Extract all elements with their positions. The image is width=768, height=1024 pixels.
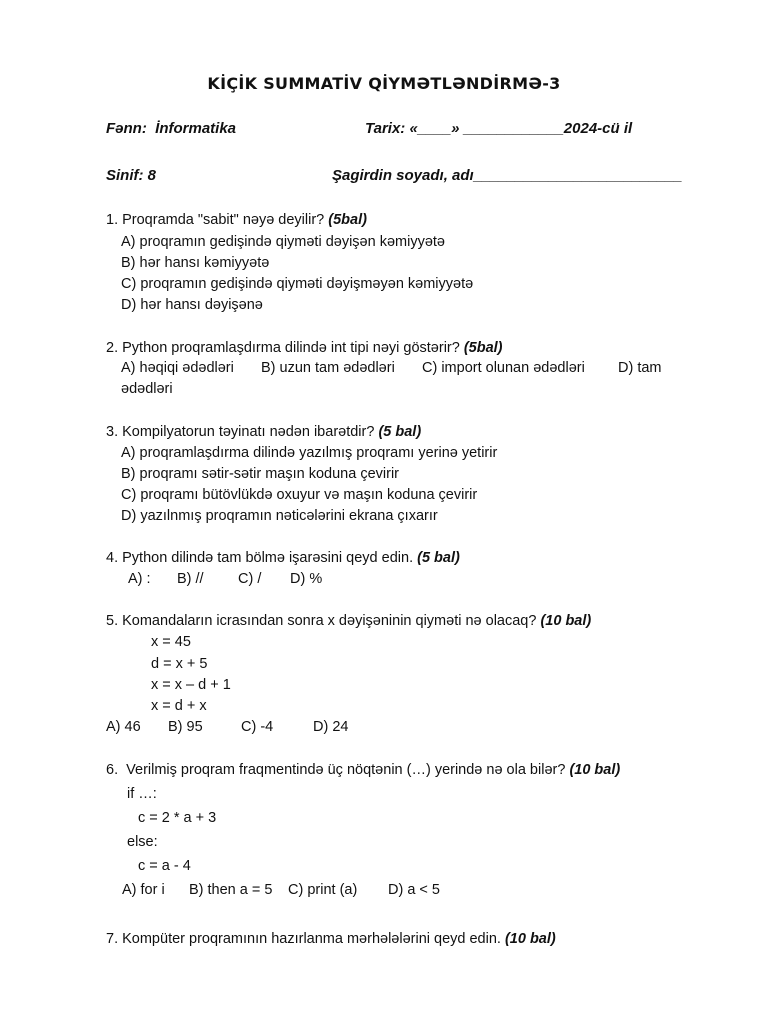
question-4 <box>106 549 460 567</box>
class-label: Sinif: 8 <box>106 167 157 184</box>
answer-option-continued: ədədləri <box>121 381 173 397</box>
code-line: x = d + x <box>151 698 207 714</box>
code-line: x = x – d + 1 <box>151 677 231 693</box>
question-points: (5bal) <box>328 212 367 228</box>
answer-option: D) tam <box>618 360 662 376</box>
question-points: (10 bal) <box>569 762 621 778</box>
answer-option: B) then a = 5 <box>189 882 273 898</box>
answer-option: A) həqiqi ədədləri <box>121 360 234 376</box>
question-1 <box>106 211 367 229</box>
question-text: 1. Proqramda "sabit" nəyə deyilir? <box>106 212 329 228</box>
answer-option: B) 95 <box>168 719 203 735</box>
answer-option: D) yazılnmış proqramın nəticələrini ekrana çıxarır <box>121 508 438 524</box>
answer-option: C) / <box>238 571 262 587</box>
page-title: KİÇİK SUMMATİV QİYMƏTLƏNDİRMƏ-3 <box>207 74 561 93</box>
answer-option: A) for i <box>122 882 165 898</box>
answer-option: D) 24 <box>313 719 349 735</box>
answer-option: D) a < 5 <box>388 882 440 898</box>
answer-option: C) -4 <box>241 719 274 735</box>
question-3 <box>106 423 421 441</box>
answer-option: A) : <box>128 571 151 587</box>
code-line: x = 45 <box>151 634 191 650</box>
question-points: (5 bal) <box>378 424 422 440</box>
code-line: d = x + 5 <box>151 656 208 672</box>
question-5 <box>106 612 591 630</box>
answer-option: B) // <box>177 571 204 587</box>
answer-option: B) proqramı sətir-sətir maşın koduna çevirir <box>121 466 399 482</box>
answer-option: A) proqramlaşdırma dilində yazılmış proqramı yerinə yetirir <box>121 445 498 461</box>
question-text: 3. Kompilyatorun təyinatı nədən ibarətdir? <box>106 424 379 440</box>
subject-label: Fənn: İnformatika <box>106 120 237 137</box>
student-name-field: Şagirdin soyadı, adı_________________________ <box>332 167 683 184</box>
code-line: c = a - 4 <box>138 858 191 874</box>
answer-option: D) % <box>290 571 323 587</box>
question-text: 4. Python dilində tam bölmə işarəsini qeyd edin. <box>106 550 418 566</box>
code-line: else: <box>127 834 158 850</box>
answer-option: A) 46 <box>106 719 141 735</box>
answer-option: C) import olunan ədədləri <box>422 360 585 376</box>
code-line: if …: <box>127 786 157 802</box>
question-6 <box>106 761 620 779</box>
answer-option: C) print (a) <box>288 882 358 898</box>
question-points: (5bal) <box>463 340 503 356</box>
answer-option: A) proqramın gedişində qiyməti dəyişən kəmiyyətə <box>121 234 445 250</box>
question-points: (10 bal) <box>540 613 592 629</box>
answer-option: C) proqramı bütövlükdə oxuyur və maşın koduna çevirir <box>121 487 478 503</box>
question-points: (5 bal) <box>417 550 460 566</box>
question-text: 6. Verilmiş proqram fraqmentində üç nöqtənin (…) yerində nə ola bilər? <box>106 762 570 778</box>
question-points: (10 bal) <box>504 931 556 947</box>
answer-option: B) hər hansı kəmiyyətə <box>121 255 270 271</box>
code-line: c = 2 * a + 3 <box>138 810 217 826</box>
answer-option: B) uzun tam ədədləri <box>261 360 395 376</box>
answer-option: D) hər hansı dəyişənə <box>121 297 263 313</box>
question-text: 5. Komandaların icrasından sonra x dəyişəninin qiyməti nə olacaq? <box>106 613 541 629</box>
answer-option: C) proqramın gedişində qiyməti dəyişməyən kəmiyyətə <box>121 276 474 292</box>
question-text: 2. Python proqramlaşdırma dilində int tipi nəyi göstərir? <box>106 340 464 356</box>
date-field: Tarix: «____» ____________2024-cü il <box>365 120 633 137</box>
question-2 <box>106 339 503 357</box>
question-7 <box>106 930 556 948</box>
question-text: 7. Kompüter proqramının hazırlanma mərhələlərini qeyd edin. <box>106 931 505 947</box>
